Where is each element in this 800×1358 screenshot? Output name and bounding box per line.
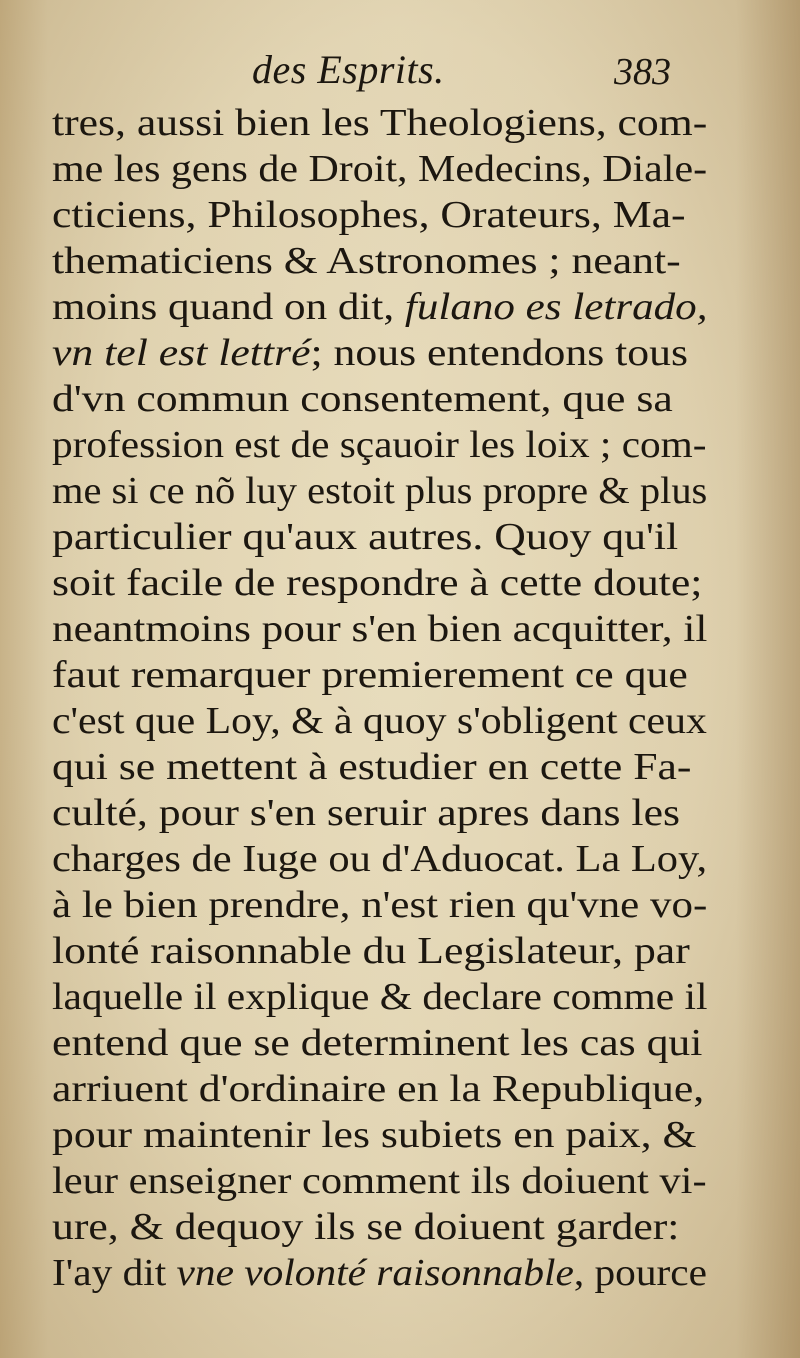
text-line [52,1112,696,1158]
text-segment: ; nous entendons tous [310,332,689,374]
text-line [52,238,681,284]
text-segment: neantmoins pour s'en bien acquitter, il [52,608,708,650]
text-line [52,882,707,928]
text-line [52,560,702,606]
text-line [52,1204,679,1250]
text-line [52,192,686,238]
text-line [52,606,707,652]
text-line [52,974,708,1020]
text-segment: particulier qu'aux autres. Quoy qu'il [52,516,679,558]
text-segment: tres, aussi bien les Theologiens, com- [52,102,708,144]
text-segment: culté, pour s'en seruir apres dans les [52,792,680,834]
text-segment: laquelle il explique & declare comme il [52,976,708,1018]
text-segment: charges de Iuge ou d'Aduocat. La Loy, [52,838,708,880]
text-line [52,836,707,882]
text-segment: moins quand on dit, [52,286,405,328]
text-line [52,468,707,514]
text-segment: c'est que Loy, & à quoy s'obligent ceux [52,700,707,742]
text-line [52,790,680,836]
text-line [52,1066,704,1112]
text-segment: entend que se determinent les cas qui [52,1022,703,1064]
page-number: 383 [614,51,671,93]
text-line [52,514,678,560]
text-segment: cticiens, Philosophes, Orateurs, Ma- [52,194,686,236]
italic-text: vn tel est lettré [52,332,311,374]
text-segment: I'ay dit [52,1252,177,1294]
text-segment: me les gens de Droit, Medecins, Diale- [52,148,708,190]
italic-text: fulano es letrado, [404,286,708,328]
text-segment: leur enseigner comment ils doiuent vi- [52,1160,707,1202]
italic-text: vne volonté raisonnable [176,1252,574,1294]
text-line [52,422,707,468]
text-segment: faut remarquer premierement ce que [52,654,688,696]
running-head-title: des Esprits. [252,47,445,92]
text-segment: soit facile de respondre à cette doute; [52,562,703,604]
text-line [52,1250,707,1296]
text-line [52,1158,707,1204]
text-segment: profession est de sçauoir les loix ; com- [52,424,707,466]
text-line [52,100,707,146]
text-segment: thematiciens & Astronomes ; neant- [52,240,681,282]
running-head [0,40,800,100]
text-segment: arriuent d'ordinaire en la Republique, [52,1068,705,1110]
text-line [52,1020,702,1066]
text-line [52,698,707,744]
text-segment: me si ce nõ luy estoit plus propre & plus [52,470,708,512]
text-line [52,376,673,422]
text-segment: , pource [573,1252,707,1294]
text-line [52,330,688,376]
text-line [52,284,707,330]
text-segment: pour maintenir les subiets en paix, & [52,1114,697,1156]
text-segment: à le bien prendre, n'est rien qu'vne vo- [52,884,708,926]
text-line [52,928,690,974]
text-line [52,652,688,698]
text-segment: qui se mettent à estudier en cette Fa- [52,746,692,788]
text-segment: d'vn commun consentement, que sa [52,378,673,420]
text-line [52,146,707,192]
text-segment: lonté raisonnable du Legislateur, par [52,930,690,972]
text-segment: ure, & dequoy ils se doiuent garder: [52,1206,680,1248]
text-line [52,744,691,790]
